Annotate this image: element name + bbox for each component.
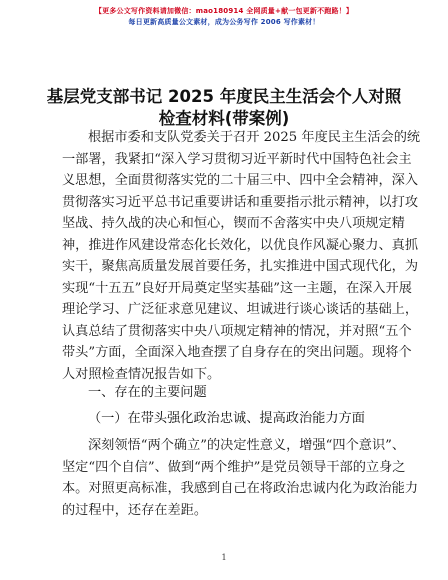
banner-line-promo: 【更多公文写作资料请加微信：mao180914 全网质量+献一包更新不跑路！】 bbox=[94, 7, 354, 15]
text-line: 的过程中，还存在差距。 bbox=[62, 502, 208, 518]
intro-paragraph bbox=[62, 127, 421, 385]
header-banner bbox=[0, 6, 448, 28]
text-line: 坚定“四个自信”、做到“两个维护”是党员领导干部的立身之 bbox=[62, 459, 406, 475]
subsection-heading: （一）在带头强化政治忠诚、提高政治能力方面 bbox=[88, 411, 365, 426]
banner-line-tagline: 每日更新高质量公文素材，成为公务写作 2006 写作素材！ bbox=[128, 18, 320, 26]
text-line: 实干，聚焦高质量发展首要任务，扎实推进中国式现代化，为 bbox=[62, 259, 419, 274]
text-line: 坚战、持久战的决心和恒心，锲而不舍落实中央八项规定精 bbox=[62, 216, 405, 231]
document-title bbox=[40, 86, 408, 130]
text-line: 深刻领悟“两个确立”的决定性意义，增强“四个意识”、 bbox=[88, 438, 406, 453]
page-number: 1 bbox=[221, 553, 227, 562]
text-line: 一部署，我紧扣“深入学习贯彻习近平新时代中国特色社会主 bbox=[62, 151, 412, 167]
title-line-2: 检查材料(带案例) bbox=[158, 109, 290, 128]
text-line: 理论学习、广泛征求意见建议、坦诚进行谈心谈话的基础上， bbox=[62, 302, 419, 317]
text-line: 实现“十五五”良好开局奠定坚实基础”这一主题，在深入开展 bbox=[62, 280, 412, 296]
title-line-1: 基层党支部书记 2025 年度民主生活会个人对照 bbox=[46, 87, 402, 106]
text-line: 认真总结了贯彻落实中央八项规定精神的情况，并对照“五个 bbox=[62, 323, 412, 339]
section-heading: 一、存在的主要问题 bbox=[88, 385, 207, 400]
body-paragraph bbox=[62, 435, 419, 521]
text-line: 贯彻落实习近平总书记重要讲话和重要指示批示精神，以打攻 bbox=[62, 194, 419, 210]
text-line: 带头”方面，全面深入地查摆了自身存在的突出问题。现将个 bbox=[62, 345, 412, 360]
text-line: 人对照检查情况报告如下。 bbox=[62, 366, 221, 382]
text-line: 神，推进作风建设常态化长效化，以优良作风凝心聚力、真抓 bbox=[62, 237, 419, 253]
text-line: 义思想，全面贯彻落实党的二十届三中、四中全会精神，深入 bbox=[62, 173, 419, 188]
text-line: 本。对照更高标准，我感到自己在将政治忠诚内化为政治能力 bbox=[62, 481, 419, 496]
text-line: 根据市委和支队党委关于召开 2025 年度民主生活会的统 bbox=[88, 130, 421, 145]
